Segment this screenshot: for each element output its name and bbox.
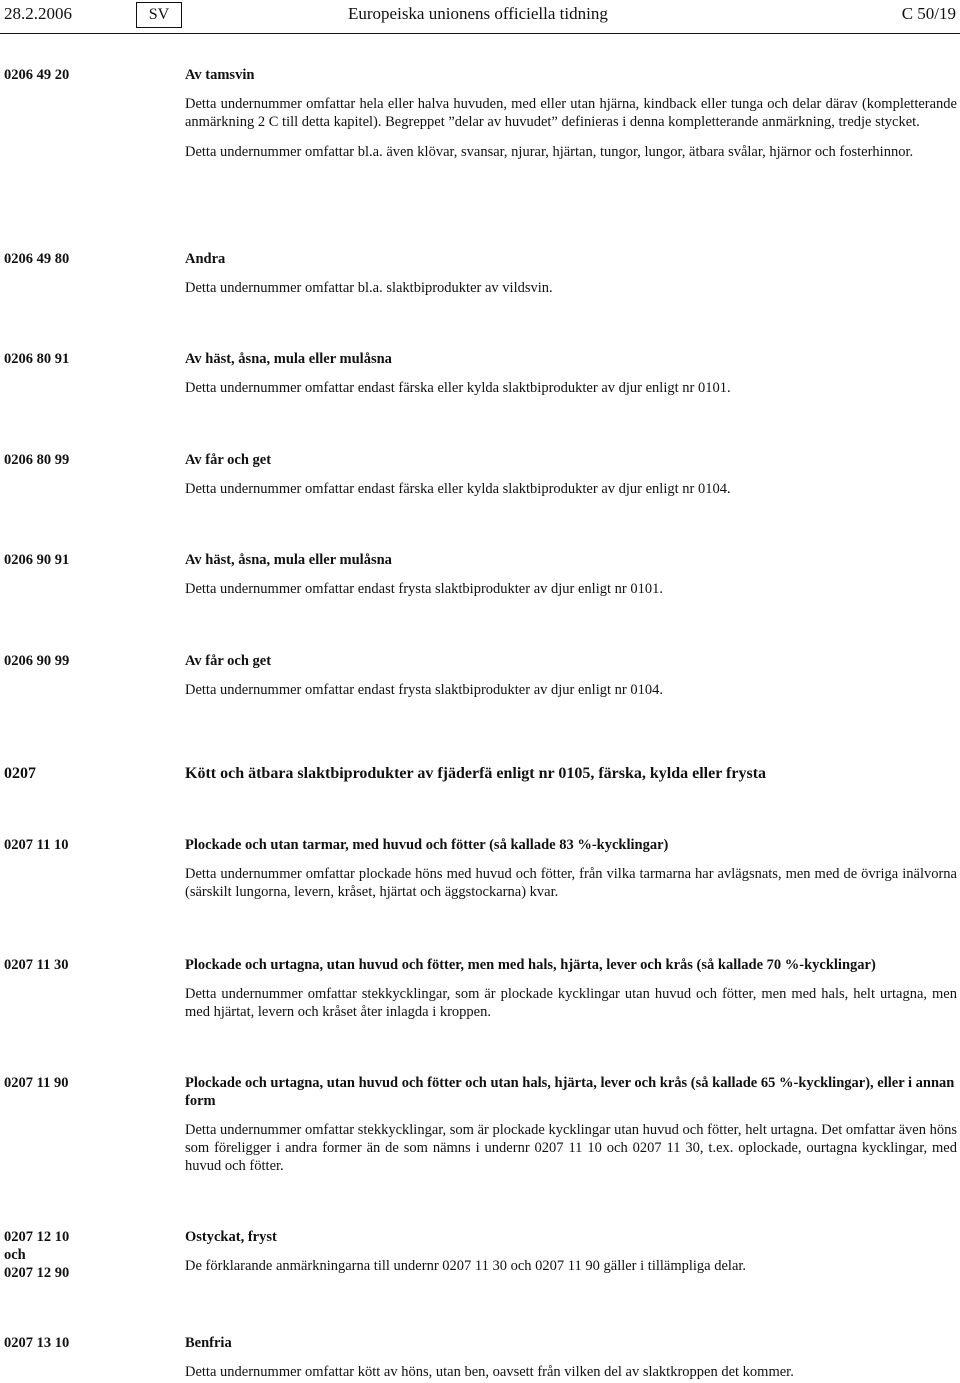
entry-paragraph: Detta undernummer omfattar hela eller halva huvuden, med eller utan hjärna, kindback eller tunga och delar därav (kompletterande anmärkning 2 C till detta kapitel). Begreppet ”delar av huvudet” definieras i denna kompletterande anmärkning, tredje stycket. [185, 96, 957, 130]
page-number: C 50/19 [901, 4, 956, 23]
entry-code: 0207 11 90 [4, 1075, 69, 1091]
heading-code: 0207 [4, 765, 36, 782]
entry-title: Av häst, åsna, mula eller mulåsna [185, 552, 392, 568]
entry-code: 0206 90 99 [4, 653, 70, 669]
entry-code: 0206 90 91 [4, 552, 70, 568]
entry-paragraph: Detta undernummer omfattar bl.a. även klövar, svansar, njurar, hjärtan, tungor, lungor, ätbara svålar, hjärnor och fosterhinnor. [185, 144, 914, 160]
entry-code: 0206 49 80 [4, 251, 70, 267]
entry-code-line: 0207 12 90 [4, 1265, 70, 1281]
entry-paragraph: Detta undernummer omfattar endast färska eller kylda slaktbiprodukter av djur enligt nr 0104. [185, 481, 731, 497]
heading-title: Kött och ätbara slaktbiprodukter av fjäderfä enligt nr 0105, färska, kylda eller frysta [185, 765, 767, 782]
entry-title: Ostyckat, fryst [185, 1229, 277, 1245]
entry-title: Av tamsvin [185, 67, 255, 83]
entry-code: 0206 80 91 [4, 351, 70, 367]
entry-paragraph: Detta undernummer omfattar plockade höns med huvud och fötter, från vilka tarmarna har avlägsnats, men med de övriga inälvorna (särskilt lungorna, levern, kråset, hjärtat och äggstockarna) kvar. [185, 866, 957, 900]
entry-title: Benfria [185, 1335, 232, 1351]
publication-date: 28.2.2006 [4, 4, 72, 23]
entry-title: Av får och get [185, 452, 272, 468]
entry-paragraph: De förklarande anmärkningarna till undernr 0207 11 30 och 0207 11 90 gäller i tillämpliga delar. [185, 1258, 747, 1274]
page-header [0, 0, 960, 34]
entry-code-line: 0207 12 10 [4, 1229, 70, 1245]
entry-title: Av häst, åsna, mula eller mulåsna [185, 351, 392, 367]
entry-title: Plockade och urtagna, utan huvud och fötter och utan hals, hjärta, lever och krås (så kallade 65 %-kycklingar), eller i annan form [185, 1075, 955, 1109]
entry-title: Andra [185, 251, 226, 267]
entry-code: 0206 49 20 [4, 67, 70, 83]
entry-title: Plockade och utan tarmar, med huvud och fötter (så kallade 83 %-kycklingar) [185, 837, 669, 853]
header-divider [0, 33, 960, 34]
entry-title: Av får och get [185, 653, 272, 669]
entry-paragraph: Detta undernummer omfattar stekkycklingar, som är plockade kycklingar utan huvud och fötter, men med hals, helt urtagna, men med hjärtat, levern och kråset åter inlagda i kroppen. [185, 986, 957, 1020]
language-badge: SV [136, 2, 182, 28]
entry-code: 0207 11 30 [4, 957, 69, 973]
entry-paragraph: Detta undernummer omfattar endast frysta slaktbiprodukter av djur enligt nr 0104. [185, 682, 663, 698]
entry-code [4, 1228, 174, 1282]
journal-title: Europeiska unionens officiella tidning [348, 4, 608, 23]
entry-paragraph: Detta undernummer omfattar bl.a. slaktbiprodukter av vildsvin. [185, 280, 553, 296]
entry-paragraph: Detta undernummer omfattar stekkycklingar, som är plockade kycklingar utan huvud och fötter, helt urtagna. Det omfattar även höns som föreligger i andra former än de som nämns i undernr 0207 11 10 och 0207 11 30, t.ex. oplockade, ourtagna kycklingar, med huvud och fötter. [185, 1122, 957, 1174]
entry-paragraph: Detta undernummer omfattar kött av höns, utan ben, oavsett från vilken del av slaktkroppen det kommer. [185, 1364, 794, 1380]
entry-paragraph: Detta undernummer omfattar endast färska eller kylda slaktbiprodukter av djur enligt nr 0101. [185, 380, 731, 396]
entry-code: 0206 80 99 [4, 452, 70, 468]
entry-code: 0207 13 10 [4, 1335, 70, 1351]
entry-title: Plockade och urtagna, utan huvud och fötter, men med hals, hjärta, lever och krås (så kallade 70 %-kycklingar) [185, 957, 876, 973]
entry-code-line: och [4, 1247, 26, 1263]
entry-code: 0207 11 10 [4, 837, 69, 853]
entry-paragraph: Detta undernummer omfattar endast frysta slaktbiprodukter av djur enligt nr 0101. [185, 581, 663, 597]
